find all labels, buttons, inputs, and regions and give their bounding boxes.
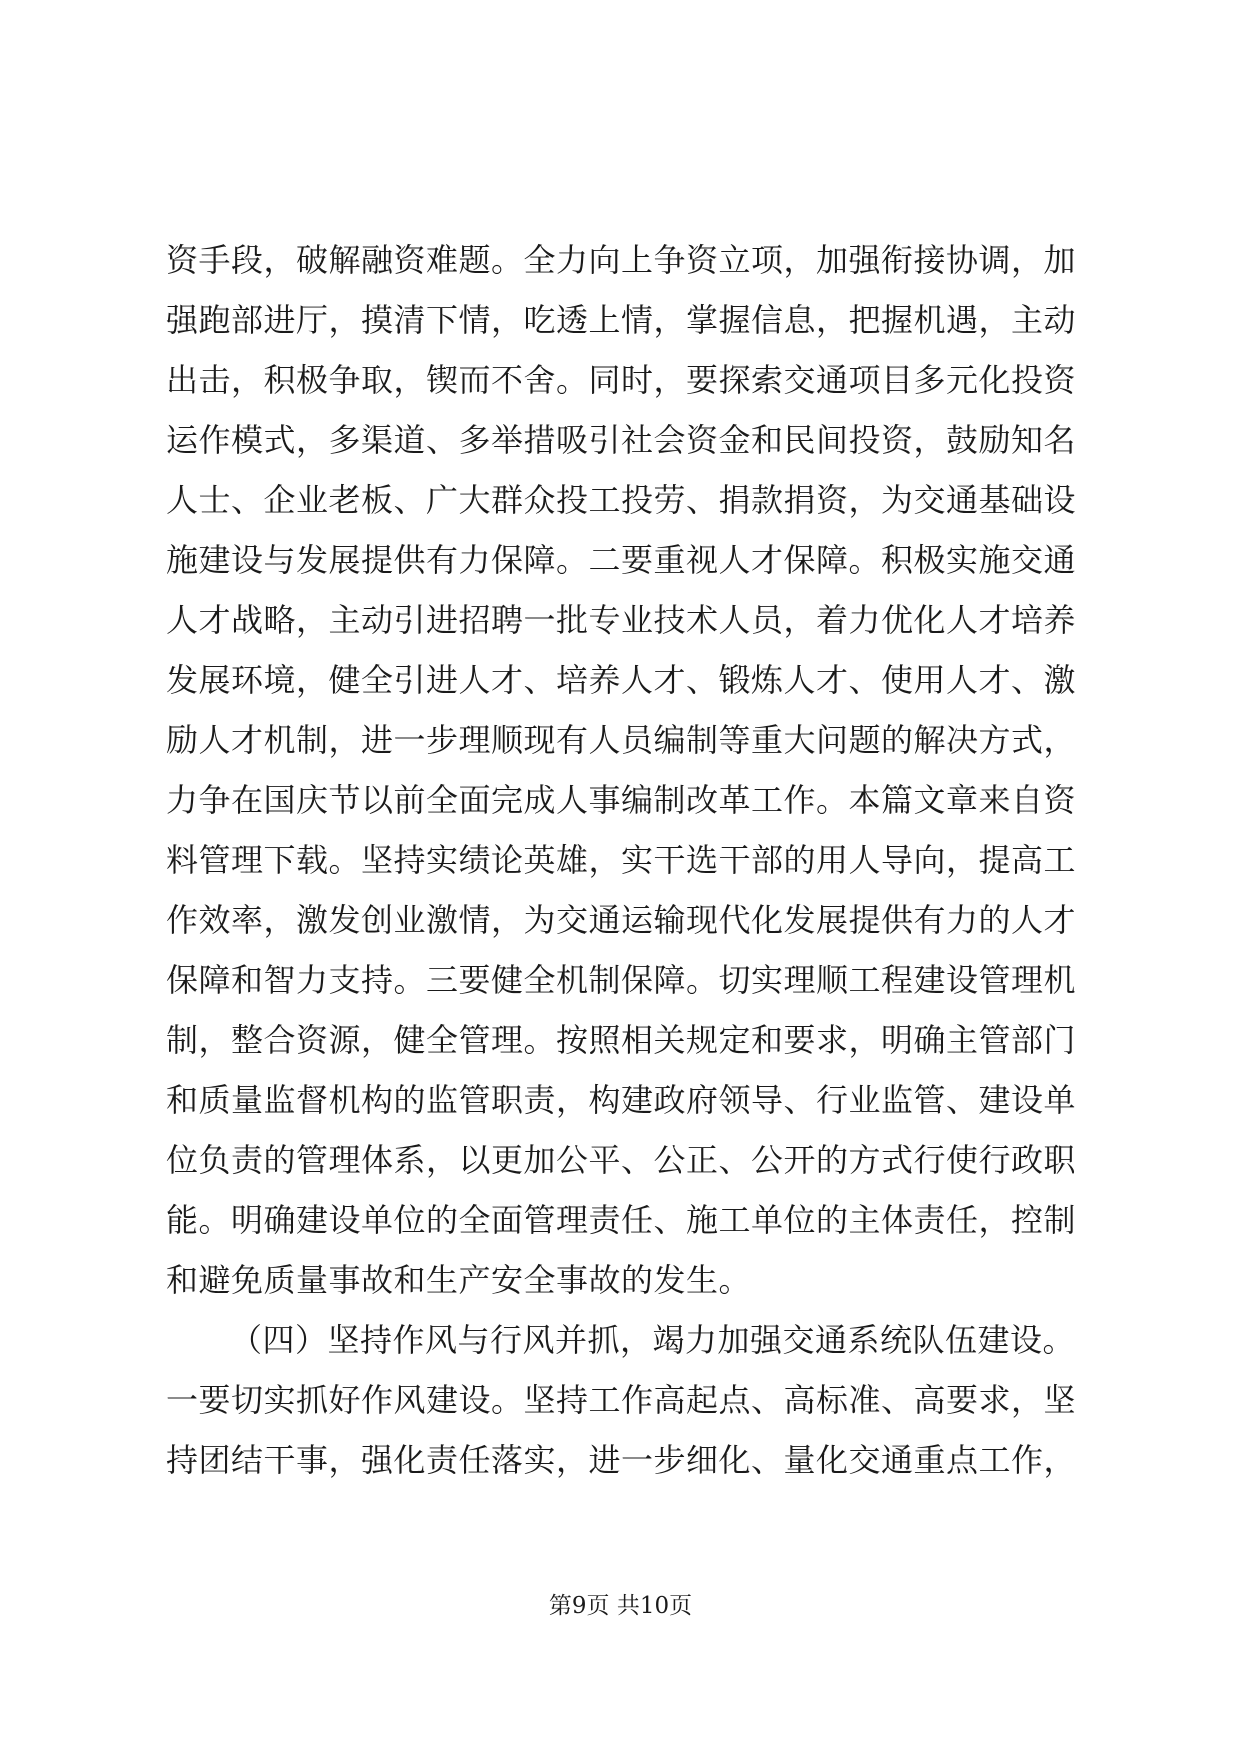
text-line: 资手段，破解融资难题。全力向上争资立项，加强衔接协调，加 <box>166 241 1077 279</box>
text-line: 力争在国庆节以前全面完成人事编制改革工作。本篇文章来自资 <box>166 781 1077 819</box>
text-line: 作效率，激发创业激情，为交通运输现代化发展提供有力的人才 <box>166 901 1077 939</box>
text-line: 和质量监督机构的监管职责，构建政府领导、行业监管、建设单 <box>166 1081 1077 1119</box>
text-line: 一要切实抓好作风建设。坚持工作高起点、高标准、高要求，坚 <box>166 1381 1077 1419</box>
text-line: 人士、企业老板、广大群众投工投劳、捐款捐资，为交通基础设 <box>166 481 1077 519</box>
text-line: 料管理下载。坚持实绩论英雄，实干选干部的用人导向，提高工 <box>166 841 1077 879</box>
text-line: 励人才机制，进一步理顺现有人员编制等重大问题的解决方式， <box>166 721 1077 759</box>
text-line: 运作模式，多渠道、多举措吸引社会资金和民间投资，鼓励知名 <box>166 421 1077 459</box>
page-number-footer: 第9页 共10页 <box>548 1593 693 1619</box>
text-line: 能。明确建设单位的全面管理责任、施工单位的主体责任，控制 <box>166 1201 1077 1239</box>
text-line: 强跑部进厅，摸清下情，吃透上情，掌握信息，把握机遇，主动 <box>166 301 1077 339</box>
text-line: 保障和智力支持。三要健全机制保障。切实理顺工程建设管理机 <box>166 961 1077 999</box>
text-line: 和避免质量事故和生产安全事故的发生。 <box>166 1261 752 1299</box>
text-line: 施建设与发展提供有力保障。二要重视人才保障。积极实施交通 <box>166 541 1077 579</box>
section-heading-line: （四）坚持作风与行风并抓，竭力加强交通系统队伍建设。 <box>230 1321 1076 1359</box>
text-line: 持团结干事，强化责任落实，进一步细化、量化交通重点工作， <box>166 1441 1077 1479</box>
text-line: 出击，积极争取，锲而不舍。同时，要探索交通项目多元化投资 <box>166 361 1077 399</box>
text-line: 发展环境，健全引进人才、培养人才、锻炼人才、使用人才、激 <box>166 661 1077 699</box>
text-line: 人才战略，主动引进招聘一批专业技术人员，着力优化人才培养 <box>166 601 1077 639</box>
text-line: 制，整合资源，健全管理。按照相关规定和要求，明确主管部门 <box>166 1021 1077 1059</box>
text-line: 位负责的管理体系，以更加公平、公正、公开的方式行使行政职 <box>166 1141 1077 1179</box>
